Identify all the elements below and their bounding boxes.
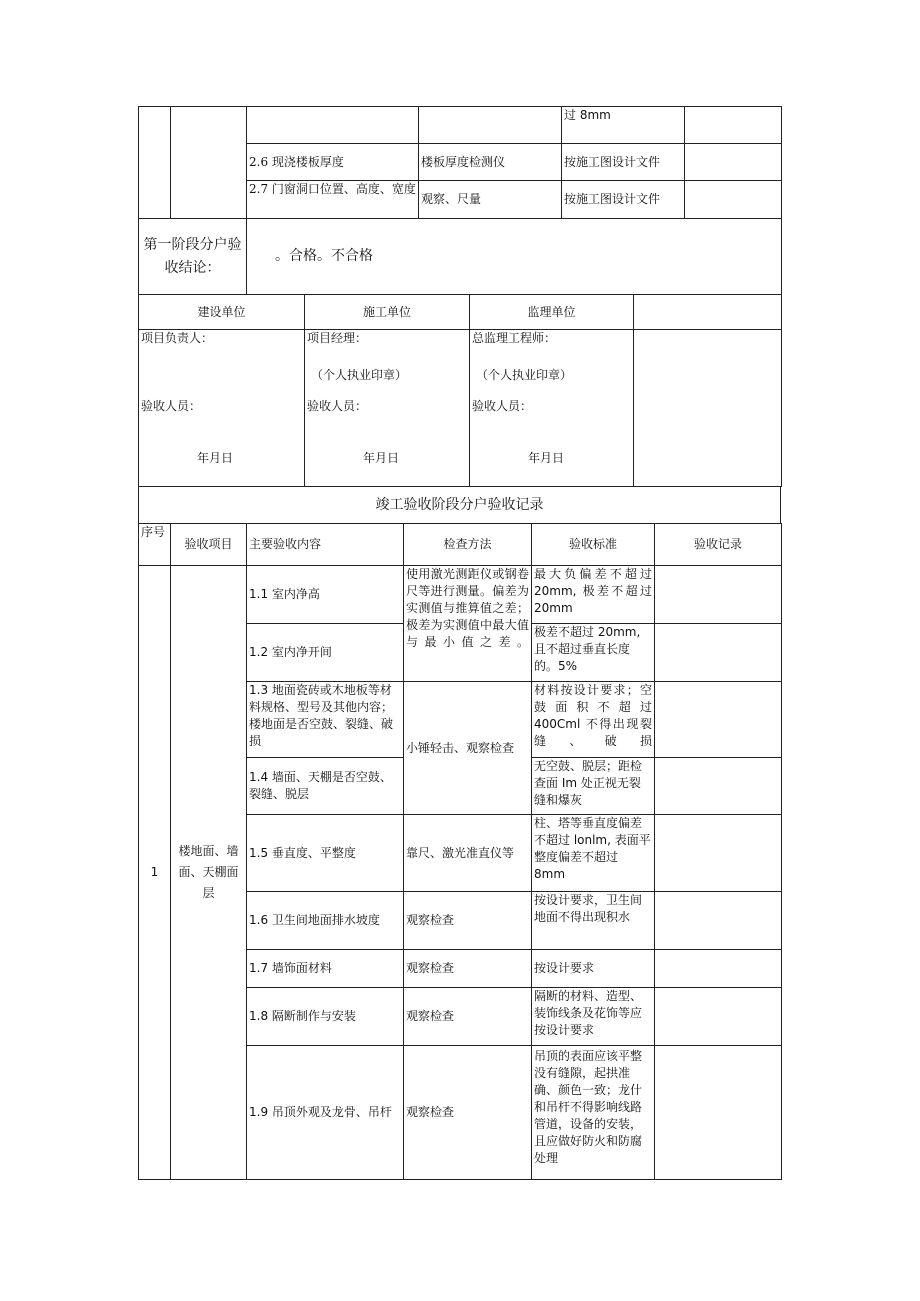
record-cell[interactable] (685, 107, 782, 144)
record-cell[interactable] (655, 566, 782, 624)
record-cell[interactable] (685, 144, 782, 181)
standard-cell: 按施工图设计文件 (562, 181, 685, 219)
record-cell[interactable] (655, 758, 782, 815)
standard-cell: 吊顶的表面应该平整没有缝隙，起拱准确、颜色一致；龙什和吊杆不得影响线路管道，设备的安装，且应做好防火和防腐处理 (532, 1046, 655, 1180)
header-construction-unit: 建设单位 (139, 295, 305, 330)
standard-cell: 隔断的材料、造型、装饰线条及花饰等应按设计要求 (532, 988, 655, 1046)
conclusion-label: 第一阶段分户验收结论： (139, 219, 247, 295)
record-cell[interactable] (685, 181, 782, 219)
standard-cell: 无空鼓、脱层；距检查面 Im 处正视无裂缝和爆灰 (532, 758, 655, 815)
seal-label: （个人执业印章） (476, 368, 573, 382)
date-label: 年月日 (197, 451, 234, 465)
section2-title: 竣工验收阶段分户验收记录 (139, 487, 781, 524)
col-header-content: 主要验收内容 (247, 524, 404, 566)
section2-title-table (138, 486, 781, 524)
method-cell: 小锤轻击、观察检查 (404, 682, 532, 815)
seal-label: （个人执业印章） (311, 368, 408, 382)
method-cell: 观察、尺量 (419, 181, 562, 219)
header-row (139, 524, 782, 566)
content-cell: 1.2 室内净开间 (247, 624, 404, 682)
record-cell[interactable] (655, 815, 782, 892)
record-cell[interactable] (655, 950, 782, 988)
record-cell[interactable] (655, 1046, 782, 1180)
inspector-label: 验收人员： (307, 399, 368, 413)
standard-cell: 最大负偏差不超过 20mm, 极差不超过 20mm (532, 566, 655, 624)
method-cell: 观察检查 (404, 950, 532, 988)
content-cell: 2.7 门窗洞口位置、高度、宽度 (247, 181, 419, 219)
content-cell: 1.9 吊顶外观及龙骨、吊杆 (247, 1046, 404, 1180)
record-cell[interactable] (655, 892, 782, 950)
signoff-cell-construction[interactable] (139, 330, 305, 487)
method-cell (419, 107, 562, 144)
seal-label (141, 367, 302, 384)
record-cell[interactable] (655, 682, 782, 758)
col-header-method: 检查方法 (404, 524, 532, 566)
lead-label: 项目负责人： (141, 331, 214, 345)
stage1-table (138, 106, 782, 219)
method-cell: 靠尺、激光准直仪等 (404, 815, 532, 892)
standard-cell: 柱、塔等垂直度偏差不超过 lonlm, 表面平整度偏差不超过 8mm (532, 815, 655, 892)
conclusion-table (138, 218, 782, 295)
record-cell[interactable] (655, 988, 782, 1046)
inspector-label: 验收人员： (141, 399, 202, 413)
standard-cell: 材料按设计要求；空鼓面积不超过 400Cml 不得出现裂缝、破损 (532, 682, 655, 758)
content-cell: 1.4 墙面、天棚是否空鼓、裂缝、脱层 (247, 758, 404, 815)
standard-cell: 极差不超过 20mm,且不超过垂直长度的。5% (532, 624, 655, 682)
date-label: 年月日 (363, 451, 400, 465)
content-cell (247, 107, 419, 144)
content-cell: 1.5 垂直度、平整度 (247, 815, 404, 892)
signoff-table (138, 294, 782, 487)
conclusion-value[interactable]: 。合格。不合格 (247, 219, 782, 295)
content-cell: 1.3 地面瓷砖或木地板等材料规格、型号及其他内容；楼地面是否空鼓、裂缝、破损 (247, 682, 404, 758)
standard-cell: 按施工图设计文件 (562, 144, 685, 181)
standard-cell: 过 8mm (562, 107, 685, 144)
content-cell: 2.6 现浇楼板厚度 (247, 144, 419, 181)
method-cell: 使用激光测距仪或钢卷尺等进行测量。偏差为实测值与推算值之差；极差为实测值中最大值与最小值之差。 (404, 566, 532, 682)
seq-cell: 1 (139, 566, 171, 1180)
record-cell[interactable] (655, 624, 782, 682)
standard-cell: 按设计要求，卫生间地面不得出现积水 (532, 892, 655, 950)
signoff-cell-supervisor[interactable] (470, 330, 634, 487)
document-page (138, 106, 781, 1180)
header-supervisor: 监理单位 (470, 295, 634, 330)
method-cell: 观察检查 (404, 988, 532, 1046)
method-cell: 楼板厚度检测仪 (419, 144, 562, 181)
content-cell: 1.8 隔断制作与安装 (247, 988, 404, 1046)
lead-label: 总监理工程师： (472, 331, 557, 345)
method-cell: 观察检查 (404, 892, 532, 950)
content-cell: 1.1 室内净高 (247, 566, 404, 624)
standard-cell: 按设计要求 (532, 950, 655, 988)
col-header-seq: 序号 (139, 524, 171, 566)
table-row (139, 566, 782, 624)
content-cell: 1.7 墙饰面材料 (247, 950, 404, 988)
method-cell: 观察检查 (404, 1046, 532, 1180)
header-contractor: 施工单位 (305, 295, 470, 330)
project-cell: 楼地面、墙面、天棚面层 (171, 566, 247, 1180)
table-row (139, 107, 782, 144)
col-header-record: 验收记录 (655, 524, 782, 566)
inspector-label: 验收人员： (472, 399, 533, 413)
signoff-cell-contractor[interactable] (305, 330, 470, 487)
lead-label: 项目经理： (307, 331, 368, 345)
date-label: 年月日 (528, 451, 565, 465)
col-header-standard: 验收标准 (532, 524, 655, 566)
col-header-project: 验收项目 (171, 524, 247, 566)
section2-table (138, 523, 782, 1180)
content-cell: 1.6 卫生间地面排水坡度 (247, 892, 404, 950)
